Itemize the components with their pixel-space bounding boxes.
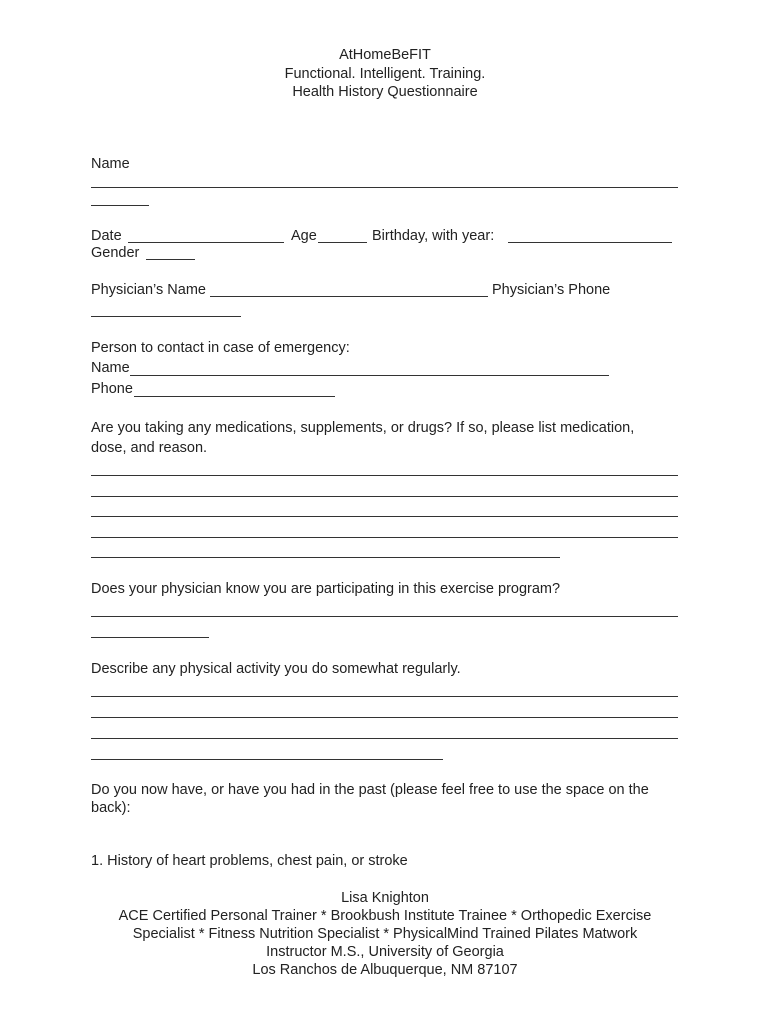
activity-answer-line-short[interactable] — [91, 759, 443, 760]
gender-field-line[interactable] — [146, 259, 195, 260]
medications-answer-line[interactable] — [91, 516, 678, 517]
emergency-phone-label: Phone — [91, 381, 133, 397]
name-label: Name — [91, 156, 130, 172]
date-label: Date — [91, 228, 122, 244]
trainer-name: Lisa Knighton — [341, 890, 429, 906]
age-label: Age — [291, 228, 317, 244]
physician-name-label: Physician’s Name — [91, 282, 206, 298]
medications-answer-line[interactable] — [91, 496, 678, 497]
physician-name-field-line[interactable] — [210, 296, 488, 297]
physician-phone-field-line[interactable] — [91, 316, 241, 317]
medications-answer-line-short[interactable] — [91, 557, 560, 558]
brand-name: AtHomeBeFIT — [339, 47, 431, 63]
birthday-field-line[interactable] — [508, 242, 672, 243]
physician-aware-answer-line[interactable] — [91, 616, 678, 617]
emergency-phone-field-line[interactable] — [134, 396, 335, 397]
physician-phone-label: Physician’s Phone — [492, 282, 611, 298]
physician-aware-question: Does your physician know you are participating in this exercise program? — [91, 581, 561, 597]
history-item-1: 1. History of heart problems, chest pain, or stroke — [91, 853, 408, 869]
date-field-line[interactable] — [128, 242, 284, 243]
activity-answer-line[interactable] — [91, 717, 678, 718]
trainer-credentials-line-3: Instructor M.S., University of Georgia — [266, 944, 504, 960]
medications-answer-line[interactable] — [91, 475, 678, 476]
trainer-credentials-line-1: ACE Certified Personal Trainer * Brookbush Institute Trainee * Orthopedic Exercise — [118, 908, 652, 924]
medications-question-line-1: Are you taking any medications, supplements, or drugs? If so, please list medication, — [91, 420, 635, 436]
physician-aware-answer-line-short[interactable] — [91, 637, 209, 638]
history-question-line-1: Do you now have, or have you had in the past (please feel free to use the space on the — [91, 782, 649, 798]
document-title: Health History Questionnaire — [292, 84, 478, 100]
gender-label: Gender — [91, 245, 140, 261]
birthday-label: Birthday, with year: — [372, 228, 495, 244]
emergency-name-field-line[interactable] — [130, 375, 609, 376]
history-question-line-2: back): — [91, 800, 131, 816]
name-field-line[interactable] — [91, 187, 678, 188]
emergency-contact-heading: Person to contact in case of emergency: — [91, 340, 350, 356]
medications-answer-line[interactable] — [91, 537, 678, 538]
trainer-credentials-line-2: Specialist * Fitness Nutrition Specialist * PhysicalMind Trained Pilates Matwork — [132, 926, 638, 942]
name-field-line-continued[interactable] — [91, 205, 149, 206]
tagline: Functional. Intelligent. Training. — [284, 66, 486, 82]
physical-activity-question: Describe any physical activity you do somewhat regularly. — [91, 661, 461, 677]
trainer-address: Los Ranchos de Albuquerque, NM 87107 — [252, 962, 518, 978]
age-field-line[interactable] — [318, 242, 367, 243]
activity-answer-line[interactable] — [91, 696, 678, 697]
medications-question-line-2: dose, and reason. — [91, 440, 208, 456]
emergency-name-label: Name — [91, 360, 130, 376]
activity-answer-line[interactable] — [91, 738, 678, 739]
